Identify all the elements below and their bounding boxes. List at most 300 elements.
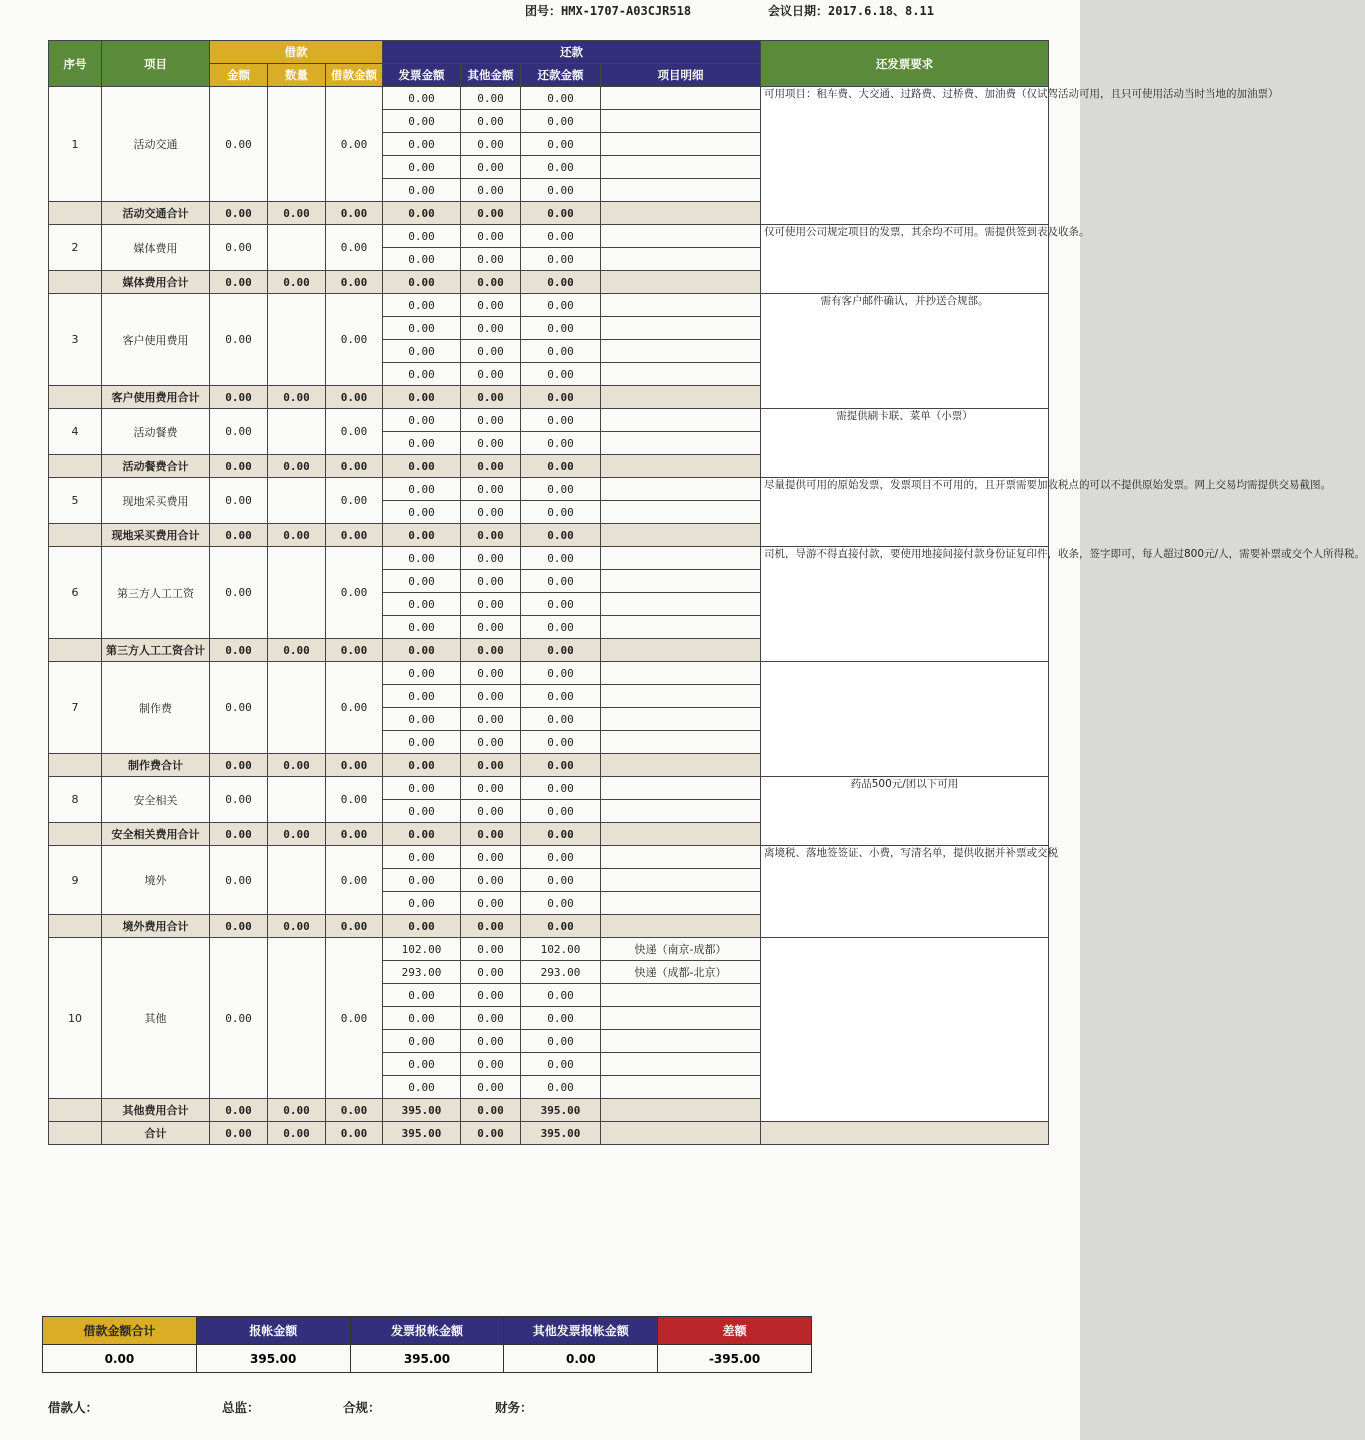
other-amount-cell: 0.00: [461, 432, 521, 455]
invoice-amount-cell: 0.00: [383, 547, 461, 570]
summary-header: 报帐金额: [196, 1317, 350, 1345]
subtotal-spacer: [49, 823, 102, 846]
subtotal-label: 制作费合计: [102, 754, 210, 777]
other-amount-cell: 0.00: [461, 570, 521, 593]
loan-total-cell: 0.00: [326, 777, 383, 823]
detail-cell: [601, 777, 761, 800]
subtotal-detail: [601, 455, 761, 478]
other-amount-cell: 0.00: [461, 961, 521, 984]
invoice-amount-cell: 0.00: [383, 225, 461, 248]
table-row: [49, 87, 1049, 110]
row-number: 3: [49, 294, 102, 386]
subtotal-other: 0.00: [461, 823, 521, 846]
loan-total-cell: 0.00: [326, 294, 383, 386]
row-number: 9: [49, 846, 102, 915]
loan-qty-cell: [268, 938, 326, 1099]
table-row: [49, 547, 1049, 570]
other-amount-cell: 0.00: [461, 777, 521, 800]
director-signature: 总监：: [222, 1400, 260, 1415]
subtotal-qty: 0.00: [268, 754, 326, 777]
summary-value: 0.00: [504, 1345, 658, 1373]
subtotal-detail: [601, 915, 761, 938]
col-invoice-amount: 发票金额: [383, 64, 461, 87]
repay-amount-cell: 0.00: [521, 363, 601, 386]
subtotal-label: 安全相关费用合计: [102, 823, 210, 846]
other-amount-cell: 0.00: [461, 731, 521, 754]
finance-signature: 财务：: [495, 1400, 533, 1415]
other-amount-cell: 0.00: [461, 133, 521, 156]
repay-amount-cell: 0.00: [521, 133, 601, 156]
other-amount-cell: 0.00: [461, 616, 521, 639]
row-number: 4: [49, 409, 102, 455]
other-amount-cell: 0.00: [461, 248, 521, 271]
repay-amount-cell: 0.00: [521, 800, 601, 823]
item-name: 制作费: [102, 662, 210, 754]
detail-cell: [601, 294, 761, 317]
invoice-amount-cell: 0.00: [383, 87, 461, 110]
detail-cell: 快递（南京-成都）: [601, 938, 761, 961]
table-row: [49, 777, 1049, 800]
detail-cell: [601, 593, 761, 616]
summary-header: 其他发票报帐金额: [504, 1317, 658, 1345]
loan-amount-cell: 0.00: [210, 938, 268, 1099]
loan-qty-cell: [268, 294, 326, 386]
loan-qty-cell: [268, 662, 326, 754]
other-amount-cell: 0.00: [461, 478, 521, 501]
invoice-amount-cell: 0.00: [383, 1007, 461, 1030]
subtotal-qty: 0.00: [268, 915, 326, 938]
other-amount-cell: 0.00: [461, 938, 521, 961]
grand-total-row: [49, 1122, 1049, 1145]
other-amount-cell: 0.00: [461, 869, 521, 892]
repay-amount-cell: 0.00: [521, 869, 601, 892]
grand-total-repay: 395.00: [521, 1122, 601, 1145]
subtotal-invoice: 0.00: [383, 386, 461, 409]
item-name: 媒体费用: [102, 225, 210, 271]
subtotal-loan: 0.00: [326, 202, 383, 225]
other-amount-cell: 0.00: [461, 593, 521, 616]
invoice-amount-cell: 0.00: [383, 1053, 461, 1076]
row-number: 5: [49, 478, 102, 524]
subtotal-loan: 0.00: [326, 915, 383, 938]
detail-cell: [601, 225, 761, 248]
repay-amount-cell: 0.00: [521, 294, 601, 317]
col-other-amount: 其他金额: [461, 64, 521, 87]
invoice-amount-cell: 0.00: [383, 984, 461, 1007]
detail-cell: [601, 110, 761, 133]
repay-amount-cell: 0.00: [521, 685, 601, 708]
row-number: 1: [49, 87, 102, 202]
summary-header: 借款金额合计: [43, 1317, 197, 1345]
subtotal-loan: 0.00: [326, 524, 383, 547]
detail-cell: [601, 478, 761, 501]
subtotal-loan: 0.00: [326, 455, 383, 478]
subtotal-other: 0.00: [461, 639, 521, 662]
detail-cell: [601, 363, 761, 386]
subtotal-qty: 0.00: [268, 455, 326, 478]
loan-qty-cell: [268, 409, 326, 455]
item-name: 活动交通: [102, 87, 210, 202]
other-amount-cell: 0.00: [461, 225, 521, 248]
other-amount-cell: 0.00: [461, 340, 521, 363]
col-qty: 数量: [268, 64, 326, 87]
subtotal-repay: 0.00: [521, 639, 601, 662]
repay-amount-cell: 0.00: [521, 1030, 601, 1053]
subtotal-loan: 0.00: [326, 386, 383, 409]
subtotal-label: 客户使用费用合计: [102, 386, 210, 409]
subtotal-amount: 0.00: [210, 386, 268, 409]
repay-amount-cell: 0.00: [521, 87, 601, 110]
summary-table: [42, 1316, 812, 1373]
subtotal-spacer: [49, 524, 102, 547]
item-name: 现地采买费用: [102, 478, 210, 524]
loan-amount-cell: 0.00: [210, 87, 268, 202]
detail-cell: [601, 892, 761, 915]
loan-amount-cell: 0.00: [210, 225, 268, 271]
table-row: [49, 938, 1049, 961]
invoice-requirement: 需有客户邮件确认，并抄送合规部。: [761, 294, 1049, 409]
other-amount-cell: 0.00: [461, 363, 521, 386]
invoice-amount-cell: 0.00: [383, 570, 461, 593]
subtotal-qty: 0.00: [268, 639, 326, 662]
invoice-requirement: 离境税、落地签签证、小费，写清名单，提供收据并补票或交税: [761, 846, 1049, 938]
repay-amount-cell: 0.00: [521, 110, 601, 133]
repay-amount-cell: 0.00: [521, 179, 601, 202]
detail-cell: [601, 340, 761, 363]
subtotal-detail: [601, 639, 761, 662]
other-amount-cell: 0.00: [461, 708, 521, 731]
repay-amount-cell: 0.00: [521, 248, 601, 271]
loan-total-cell: 0.00: [326, 478, 383, 524]
subtotal-invoice: 0.00: [383, 639, 461, 662]
detail-cell: [601, 432, 761, 455]
loan-amount-cell: 0.00: [210, 777, 268, 823]
subtotal-loan: 0.00: [326, 823, 383, 846]
invoice-amount-cell: 0.00: [383, 340, 461, 363]
invoice-amount-cell: 0.00: [383, 708, 461, 731]
other-amount-cell: 0.00: [461, 110, 521, 133]
subtotal-repay: 0.00: [521, 202, 601, 225]
repay-amount-cell: 0.00: [521, 846, 601, 869]
subtotal-loan: 0.00: [326, 271, 383, 294]
subtotal-qty: 0.00: [268, 202, 326, 225]
loan-total-cell: 0.00: [326, 87, 383, 202]
repay-amount-cell: 0.00: [521, 501, 601, 524]
invoice-amount-cell: 0.00: [383, 892, 461, 915]
grand-total-detail: [601, 1122, 761, 1145]
invoice-amount-cell: 0.00: [383, 777, 461, 800]
subtotal-label: 媒体费用合计: [102, 271, 210, 294]
subtotal-other: 0.00: [461, 1099, 521, 1122]
subtotal-label: 其他费用合计: [102, 1099, 210, 1122]
invoice-amount-cell: 0.00: [383, 317, 461, 340]
detail-cell: [601, 731, 761, 754]
repay-amount-cell: 0.00: [521, 478, 601, 501]
subtotal-other: 0.00: [461, 455, 521, 478]
detail-cell: [601, 317, 761, 340]
subtotal-repay: 0.00: [521, 271, 601, 294]
other-amount-cell: 0.00: [461, 1076, 521, 1099]
detail-cell: [601, 1030, 761, 1053]
total-spacer: [49, 1122, 102, 1145]
expense-body: [49, 87, 1365, 1145]
col-amount: 金额: [210, 64, 268, 87]
repay-amount-cell: 0.00: [521, 616, 601, 639]
item-name: 安全相关: [102, 777, 210, 823]
table-row: [49, 846, 1049, 869]
col-detail: 项目明细: [601, 64, 761, 87]
invoice-amount-cell: 102.00: [383, 938, 461, 961]
subtotal-spacer: [49, 386, 102, 409]
loan-total-cell: 0.00: [326, 225, 383, 271]
repay-amount-cell: 0.00: [521, 892, 601, 915]
invoice-amount-cell: 0.00: [383, 432, 461, 455]
subtotal-repay: 0.00: [521, 823, 601, 846]
item-name: 其他: [102, 938, 210, 1099]
subtotal-invoice: 0.00: [383, 915, 461, 938]
repay-amount-cell: 0.00: [521, 156, 601, 179]
repay-amount-cell: 293.00: [521, 961, 601, 984]
detail-cell: [601, 869, 761, 892]
repay-amount-cell: 0.00: [521, 984, 601, 1007]
subtotal-other: 0.00: [461, 524, 521, 547]
detail-cell: [601, 984, 761, 1007]
detail-cell: [601, 685, 761, 708]
loan-total-cell: 0.00: [326, 547, 383, 639]
detail-cell: [601, 87, 761, 110]
summary-value: 395.00: [196, 1345, 350, 1373]
detail-cell: [601, 570, 761, 593]
grand-total-invoice: 395.00: [383, 1122, 461, 1145]
subtotal-amount: 0.00: [210, 455, 268, 478]
grand-total-amount: 0.00: [210, 1122, 268, 1145]
subtotal-amount: 0.00: [210, 915, 268, 938]
subtotal-spacer: [49, 202, 102, 225]
invoice-requirement: 司机，导游不得直接付款，要使用地接间接付款身份证复印件，收条，签字即可，每人超过800元/人，需要补票或交个人所得税。: [761, 547, 1049, 662]
subtotal-detail: [601, 271, 761, 294]
other-amount-cell: 0.00: [461, 984, 521, 1007]
invoice-amount-cell: 0.00: [383, 800, 461, 823]
subtotal-detail: [601, 386, 761, 409]
repay-amount-cell: 0.00: [521, 662, 601, 685]
subtotal-other: 0.00: [461, 386, 521, 409]
subtotal-invoice: 0.00: [383, 271, 461, 294]
subtotal-detail: [601, 202, 761, 225]
subtotal-amount: 0.00: [210, 202, 268, 225]
loan-amount-cell: 0.00: [210, 662, 268, 754]
other-amount-cell: 0.00: [461, 662, 521, 685]
subtotal-qty: 0.00: [268, 271, 326, 294]
subtotal-spacer: [49, 639, 102, 662]
invoice-amount-cell: 293.00: [383, 961, 461, 984]
detail-cell: [601, 501, 761, 524]
loan-amount-cell: 0.00: [210, 547, 268, 639]
subtotal-spacer: [49, 455, 102, 478]
invoice-amount-cell: 0.00: [383, 869, 461, 892]
subtotal-amount: 0.00: [210, 271, 268, 294]
repay-amount-cell: 0.00: [521, 1007, 601, 1030]
repay-amount-cell: 0.00: [521, 1053, 601, 1076]
subtotal-label: 活动交通合计: [102, 202, 210, 225]
subtotal-amount: 0.00: [210, 639, 268, 662]
invoice-amount-cell: 0.00: [383, 110, 461, 133]
other-amount-cell: 0.00: [461, 846, 521, 869]
detail-cell: [601, 708, 761, 731]
invoice-amount-cell: 0.00: [383, 501, 461, 524]
subtotal-label: 活动餐费合计: [102, 455, 210, 478]
invoice-amount-cell: 0.00: [383, 1030, 461, 1053]
loan-qty-cell: [268, 846, 326, 915]
detail-cell: [601, 409, 761, 432]
detail-cell: [601, 616, 761, 639]
loan-qty-cell: [268, 478, 326, 524]
grand-total-other: 0.00: [461, 1122, 521, 1145]
invoice-requirement: 可用项目：租车费、大交通、过路费、过桥费、加油费（仅试驾活动可用，且只可使用活动当时当地的加油票）: [761, 87, 1049, 225]
detail-cell: [601, 1053, 761, 1076]
row-number: 10: [49, 938, 102, 1099]
table-row: [49, 478, 1049, 501]
grand-total-label: 合计: [102, 1122, 210, 1145]
table-row: [49, 225, 1049, 248]
compliance-signature: 合规：: [343, 1400, 381, 1415]
other-amount-cell: 0.00: [461, 800, 521, 823]
subtotal-detail: [601, 524, 761, 547]
subtotal-other: 0.00: [461, 915, 521, 938]
summary-header: 差额: [658, 1317, 812, 1345]
col-seq: 序号: [49, 41, 102, 87]
loan-qty-cell: [268, 225, 326, 271]
repay-amount-cell: 0.00: [521, 777, 601, 800]
col-loan: 借款: [210, 41, 383, 64]
subtotal-repay: 0.00: [521, 524, 601, 547]
col-invoice-req: 还发票要求: [761, 41, 1049, 87]
summary-value: 0.00: [43, 1345, 197, 1373]
subtotal-loan: 0.00: [326, 754, 383, 777]
loan-amount-cell: 0.00: [210, 478, 268, 524]
other-amount-cell: 0.00: [461, 156, 521, 179]
loan-amount-cell: 0.00: [210, 294, 268, 386]
invoice-amount-cell: 0.00: [383, 179, 461, 202]
loan-total-cell: 0.00: [326, 938, 383, 1099]
subtotal-label: 现地采买费用合计: [102, 524, 210, 547]
detail-cell: [601, 662, 761, 685]
detail-cell: [601, 133, 761, 156]
table-row: [49, 662, 1049, 685]
subtotal-invoice: 0.00: [383, 455, 461, 478]
detail-cell: [601, 179, 761, 202]
subtotal-loan: 0.00: [326, 639, 383, 662]
summary-header: 发票报帐金额: [350, 1317, 504, 1345]
borrower-signature: 借款人：: [48, 1400, 99, 1415]
invoice-amount-cell: 0.00: [383, 593, 461, 616]
subtotal-other: 0.00: [461, 271, 521, 294]
loan-qty-cell: [268, 777, 326, 823]
subtotal-spacer: [49, 271, 102, 294]
invoice-amount-cell: 0.00: [383, 478, 461, 501]
repay-amount-cell: 0.00: [521, 547, 601, 570]
subtotal-repay: 0.00: [521, 754, 601, 777]
subtotal-spacer: [49, 1099, 102, 1122]
col-loan-amount: 借款金额: [326, 64, 383, 87]
other-amount-cell: 0.00: [461, 179, 521, 202]
summary-value: 395.00: [350, 1345, 504, 1373]
invoice-amount-cell: 0.00: [383, 731, 461, 754]
subtotal-invoice: 0.00: [383, 754, 461, 777]
invoice-requirement: [761, 662, 1049, 777]
invoice-amount-cell: 0.00: [383, 409, 461, 432]
group-number: 团号：HMX-1707-A03CJR518: [525, 4, 692, 18]
subtotal-detail: [601, 1099, 761, 1122]
item-name: 第三方人工工资: [102, 547, 210, 639]
loan-qty-cell: [268, 547, 326, 639]
repay-amount-cell: 102.00: [521, 938, 601, 961]
repay-amount-cell: 0.00: [521, 409, 601, 432]
subtotal-qty: 0.00: [268, 823, 326, 846]
repay-amount-cell: 0.00: [521, 340, 601, 363]
subtotal-qty: 0.00: [268, 1099, 326, 1122]
summary-value: -395.00: [658, 1345, 812, 1373]
row-number: 6: [49, 547, 102, 639]
repay-amount-cell: 0.00: [521, 731, 601, 754]
subtotal-amount: 0.00: [210, 524, 268, 547]
other-amount-cell: 0.00: [461, 294, 521, 317]
detail-cell: [601, 1076, 761, 1099]
subtotal-amount: 0.00: [210, 754, 268, 777]
col-repay-amount: 还款金额: [521, 64, 601, 87]
subtotal-repay: 0.00: [521, 386, 601, 409]
row-number: 7: [49, 662, 102, 754]
repay-amount-cell: 0.00: [521, 593, 601, 616]
loan-total-cell: 0.00: [326, 846, 383, 915]
invoice-amount-cell: 0.00: [383, 662, 461, 685]
row-number: 2: [49, 225, 102, 271]
row-number: 8: [49, 777, 102, 823]
other-amount-cell: 0.00: [461, 317, 521, 340]
col-repay: 还款: [383, 41, 761, 64]
other-amount-cell: 0.00: [461, 685, 521, 708]
subtotal-amount: 0.00: [210, 1099, 268, 1122]
detail-cell: [601, 1007, 761, 1030]
subtotal-spacer: [49, 915, 102, 938]
loan-total-cell: 0.00: [326, 662, 383, 754]
subtotal-label: 境外费用合计: [102, 915, 210, 938]
loan-qty-cell: [268, 87, 326, 202]
other-amount-cell: 0.00: [461, 409, 521, 432]
subtotal-detail: [601, 754, 761, 777]
other-amount-cell: 0.00: [461, 1053, 521, 1076]
repay-amount-cell: 0.00: [521, 708, 601, 731]
invoice-amount-cell: 0.00: [383, 248, 461, 271]
subtotal-repay: 0.00: [521, 455, 601, 478]
other-amount-cell: 0.00: [461, 87, 521, 110]
repay-amount-cell: 0.00: [521, 570, 601, 593]
item-name: 活动餐费: [102, 409, 210, 455]
invoice-requirement: 仅可使用公司规定项目的发票，其余均不可用。需提供签到表及收条。: [761, 225, 1049, 294]
subtotal-invoice: 0.00: [383, 524, 461, 547]
detail-cell: [601, 547, 761, 570]
subtotal-other: 0.00: [461, 754, 521, 777]
subtotal-qty: 0.00: [268, 524, 326, 547]
invoice-amount-cell: 0.00: [383, 616, 461, 639]
loan-total-cell: 0.00: [326, 409, 383, 455]
invoice-amount-cell: 0.00: [383, 846, 461, 869]
subtotal-qty: 0.00: [268, 386, 326, 409]
invoice-amount-cell: 0.00: [383, 294, 461, 317]
repay-amount-cell: 0.00: [521, 225, 601, 248]
grand-total-loan: 0.00: [326, 1122, 383, 1145]
subtotal-repay: 395.00: [521, 1099, 601, 1122]
other-amount-cell: 0.00: [461, 501, 521, 524]
